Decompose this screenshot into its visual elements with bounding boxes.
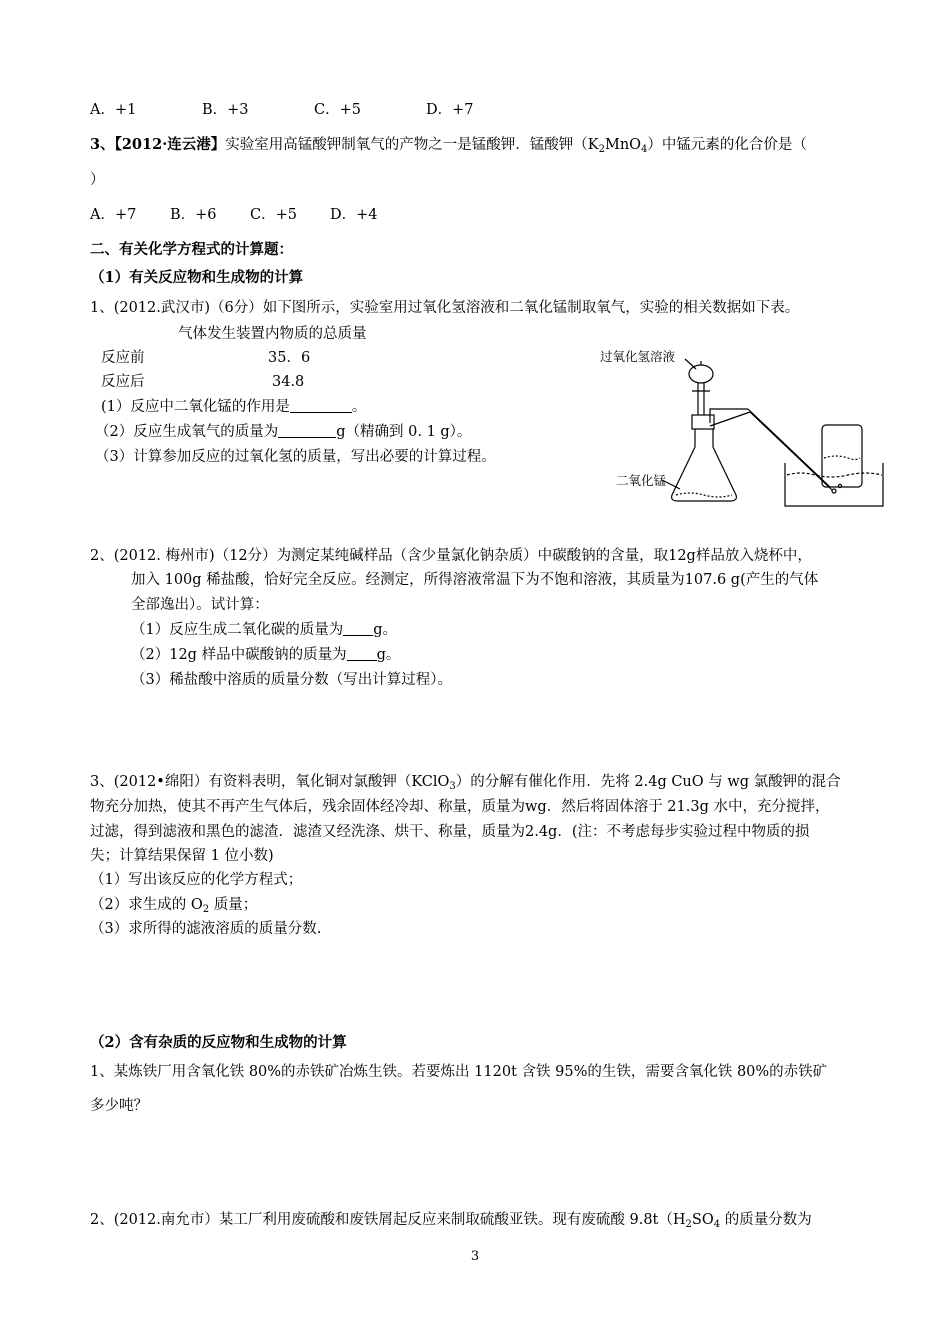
- option-d: D．+4: [330, 207, 378, 223]
- answer-blank: [278, 423, 336, 438]
- figure-label-peroxide: 过氧化氢溶液: [600, 349, 676, 364]
- data-table-row-value: 34.8: [272, 374, 305, 390]
- question-text: g。: [373, 622, 398, 638]
- problem-3-subquestion-2: [90, 895, 257, 915]
- problem-2-subquestion-1: [131, 620, 397, 640]
- problem-1-subquestion-1: [101, 397, 366, 417]
- problem-5-line: [90, 1210, 812, 1230]
- question-text: 3、(2012•绵阳）有资料表明，氧化铜对氯酸钾（KClO: [90, 774, 450, 790]
- subsection-title-1: （1）有关反应物和生成物的计算: [90, 269, 304, 286]
- data-table-header: 气体发生装置内物质的总质量: [178, 326, 367, 342]
- question-text: 质量；: [209, 897, 258, 913]
- options-row-q3: [90, 205, 378, 225]
- question-text: SO: [691, 1212, 714, 1228]
- problem-4-line: 多少吨？: [90, 1098, 148, 1114]
- question-text: 的质量分数为: [720, 1212, 812, 1228]
- question-text: ）中锰元素的化合价是（: [647, 137, 807, 153]
- problem-4-line: 1、某炼铁厂用含氧化铁 80%的赤铁矿冶炼生铁。若要炼出 1120t 含铁 95%的生铁，需要含氧化铁 80%的赤铁矿: [90, 1064, 828, 1080]
- question-text: （2）反应生成氧气的质量为: [95, 424, 279, 440]
- question-text: 2、(2012.南允市）某工厂利用废硫酸和废铁屑起反应来制取硫酸亚铁。现有废硫酸 9.8t（H: [90, 1212, 686, 1228]
- question-text: (1）反应中二氧化锰的作用是: [101, 399, 290, 415]
- answer-blank: [347, 646, 377, 661]
- problem-3-subquestion-1: （1）写出该反应的化学方程式；: [90, 872, 303, 888]
- question-number: 3、: [90, 136, 115, 153]
- option-b: B．+3: [202, 102, 249, 118]
- subscript: 3: [449, 781, 456, 792]
- problem-2-line: 加入 100g 稀盐酸，恰好完全反应。经测定，所得溶液常温下为不饱和溶液，其质量为107.6 g(产生的气体: [131, 572, 819, 588]
- question-3-top-cont: ）: [90, 172, 105, 188]
- question-text: MnO: [604, 137, 642, 153]
- subscript: 4: [641, 144, 648, 155]
- problem-1-subquestion-3: （3）计算参加反应的过氧化氢的质量，写出必要的计算过程。: [95, 449, 496, 465]
- question-text: 实验室用高锰酸钾制氧气的产物之一是锰酸钾．锰酸钾（K: [225, 137, 599, 153]
- figure-label-mno2: 二氧化锰: [616, 473, 667, 488]
- option-c: C．+5: [250, 207, 297, 223]
- subscript: 2: [685, 1219, 692, 1230]
- question-text: ）的分解有催化作用．先将 2.4g CuO 与 wg 氯酸钾的混合: [455, 774, 841, 790]
- option-d: D．+7: [426, 102, 474, 118]
- problem-2-subquestion-2: [131, 645, 400, 665]
- question-text: （2）12g 样品中碳酸钠的质量为: [131, 647, 347, 663]
- option-a: A．+1: [90, 102, 137, 118]
- problem-3-line: 失；计算结果保留 1 位小数): [90, 848, 274, 864]
- problem-1-subquestion-2: [95, 422, 471, 442]
- problem-2-line: 全部逸出）。试计算：: [131, 597, 269, 613]
- problem-1-line: 1、(2012.武汉市)（6分）如下图所示，实验室用过氧化氢溶液和二氧化锰制取氧气，实验的相关数据如下表。: [90, 300, 800, 316]
- subscript: 4: [713, 1219, 721, 1230]
- answer-blank: [343, 621, 373, 636]
- problem-3-subquestion-3: （3）求所得的滤液溶质的质量分数.: [90, 921, 322, 937]
- question-text: g（精确到 0. 1 g）。: [336, 424, 472, 440]
- subsection-title-2: （2）含有杂质的反应物和生成物的计算: [90, 1034, 347, 1051]
- answer-blank: [290, 398, 352, 413]
- question-text: g。: [376, 647, 401, 663]
- question-text: 。: [351, 399, 367, 415]
- subscript: 2: [202, 904, 210, 915]
- page-number: 3: [470, 1249, 480, 1264]
- subscript: 2: [598, 144, 605, 155]
- apparatus-figure: [600, 343, 890, 518]
- apparatus-drawing: [600, 343, 890, 518]
- option-b: B．+6: [170, 207, 217, 223]
- option-c: C．+5: [314, 102, 361, 118]
- option-a: A．+7: [90, 207, 137, 223]
- question-3-top: [90, 135, 807, 155]
- data-table-row-value: 35．6: [268, 350, 311, 366]
- section-title: 二、有关化学方程式的计算题：: [90, 241, 293, 258]
- data-table-row-label: 反应后: [101, 374, 145, 390]
- question-text: （2）求生成的 O: [90, 897, 203, 913]
- question-tag: 【2012·连云港】: [114, 136, 226, 153]
- problem-3-line: [90, 772, 841, 792]
- options-row-prev: [90, 100, 474, 120]
- problem-3-line: 过滤，得到滤液和黑色的滤渣．滤渣又经洗涤、烘干、称量，质量为2.4g．(注：不考虑每步实验过程中物质的损: [90, 824, 810, 840]
- question-text: （1）反应生成二氧化碳的质量为: [131, 622, 344, 638]
- data-table-row-label: 反应前: [101, 350, 145, 366]
- problem-3-line: 物充分加热，使其不再产生气体后，残余固体经冷却、称量，质量为wg．然后将固体溶于 21.3g 水中，充分搅拌，: [90, 799, 830, 815]
- problem-2-line: 2、(2012. 梅州市)（12分）为测定某纯碱样品（含少量氯化钠杂质）中碳酸钠的含量，取12g样品放入烧杯中，: [90, 548, 812, 564]
- problem-2-subquestion-3: （3）稀盐酸中溶质的质量分数（写出计算过程）。: [131, 672, 452, 688]
